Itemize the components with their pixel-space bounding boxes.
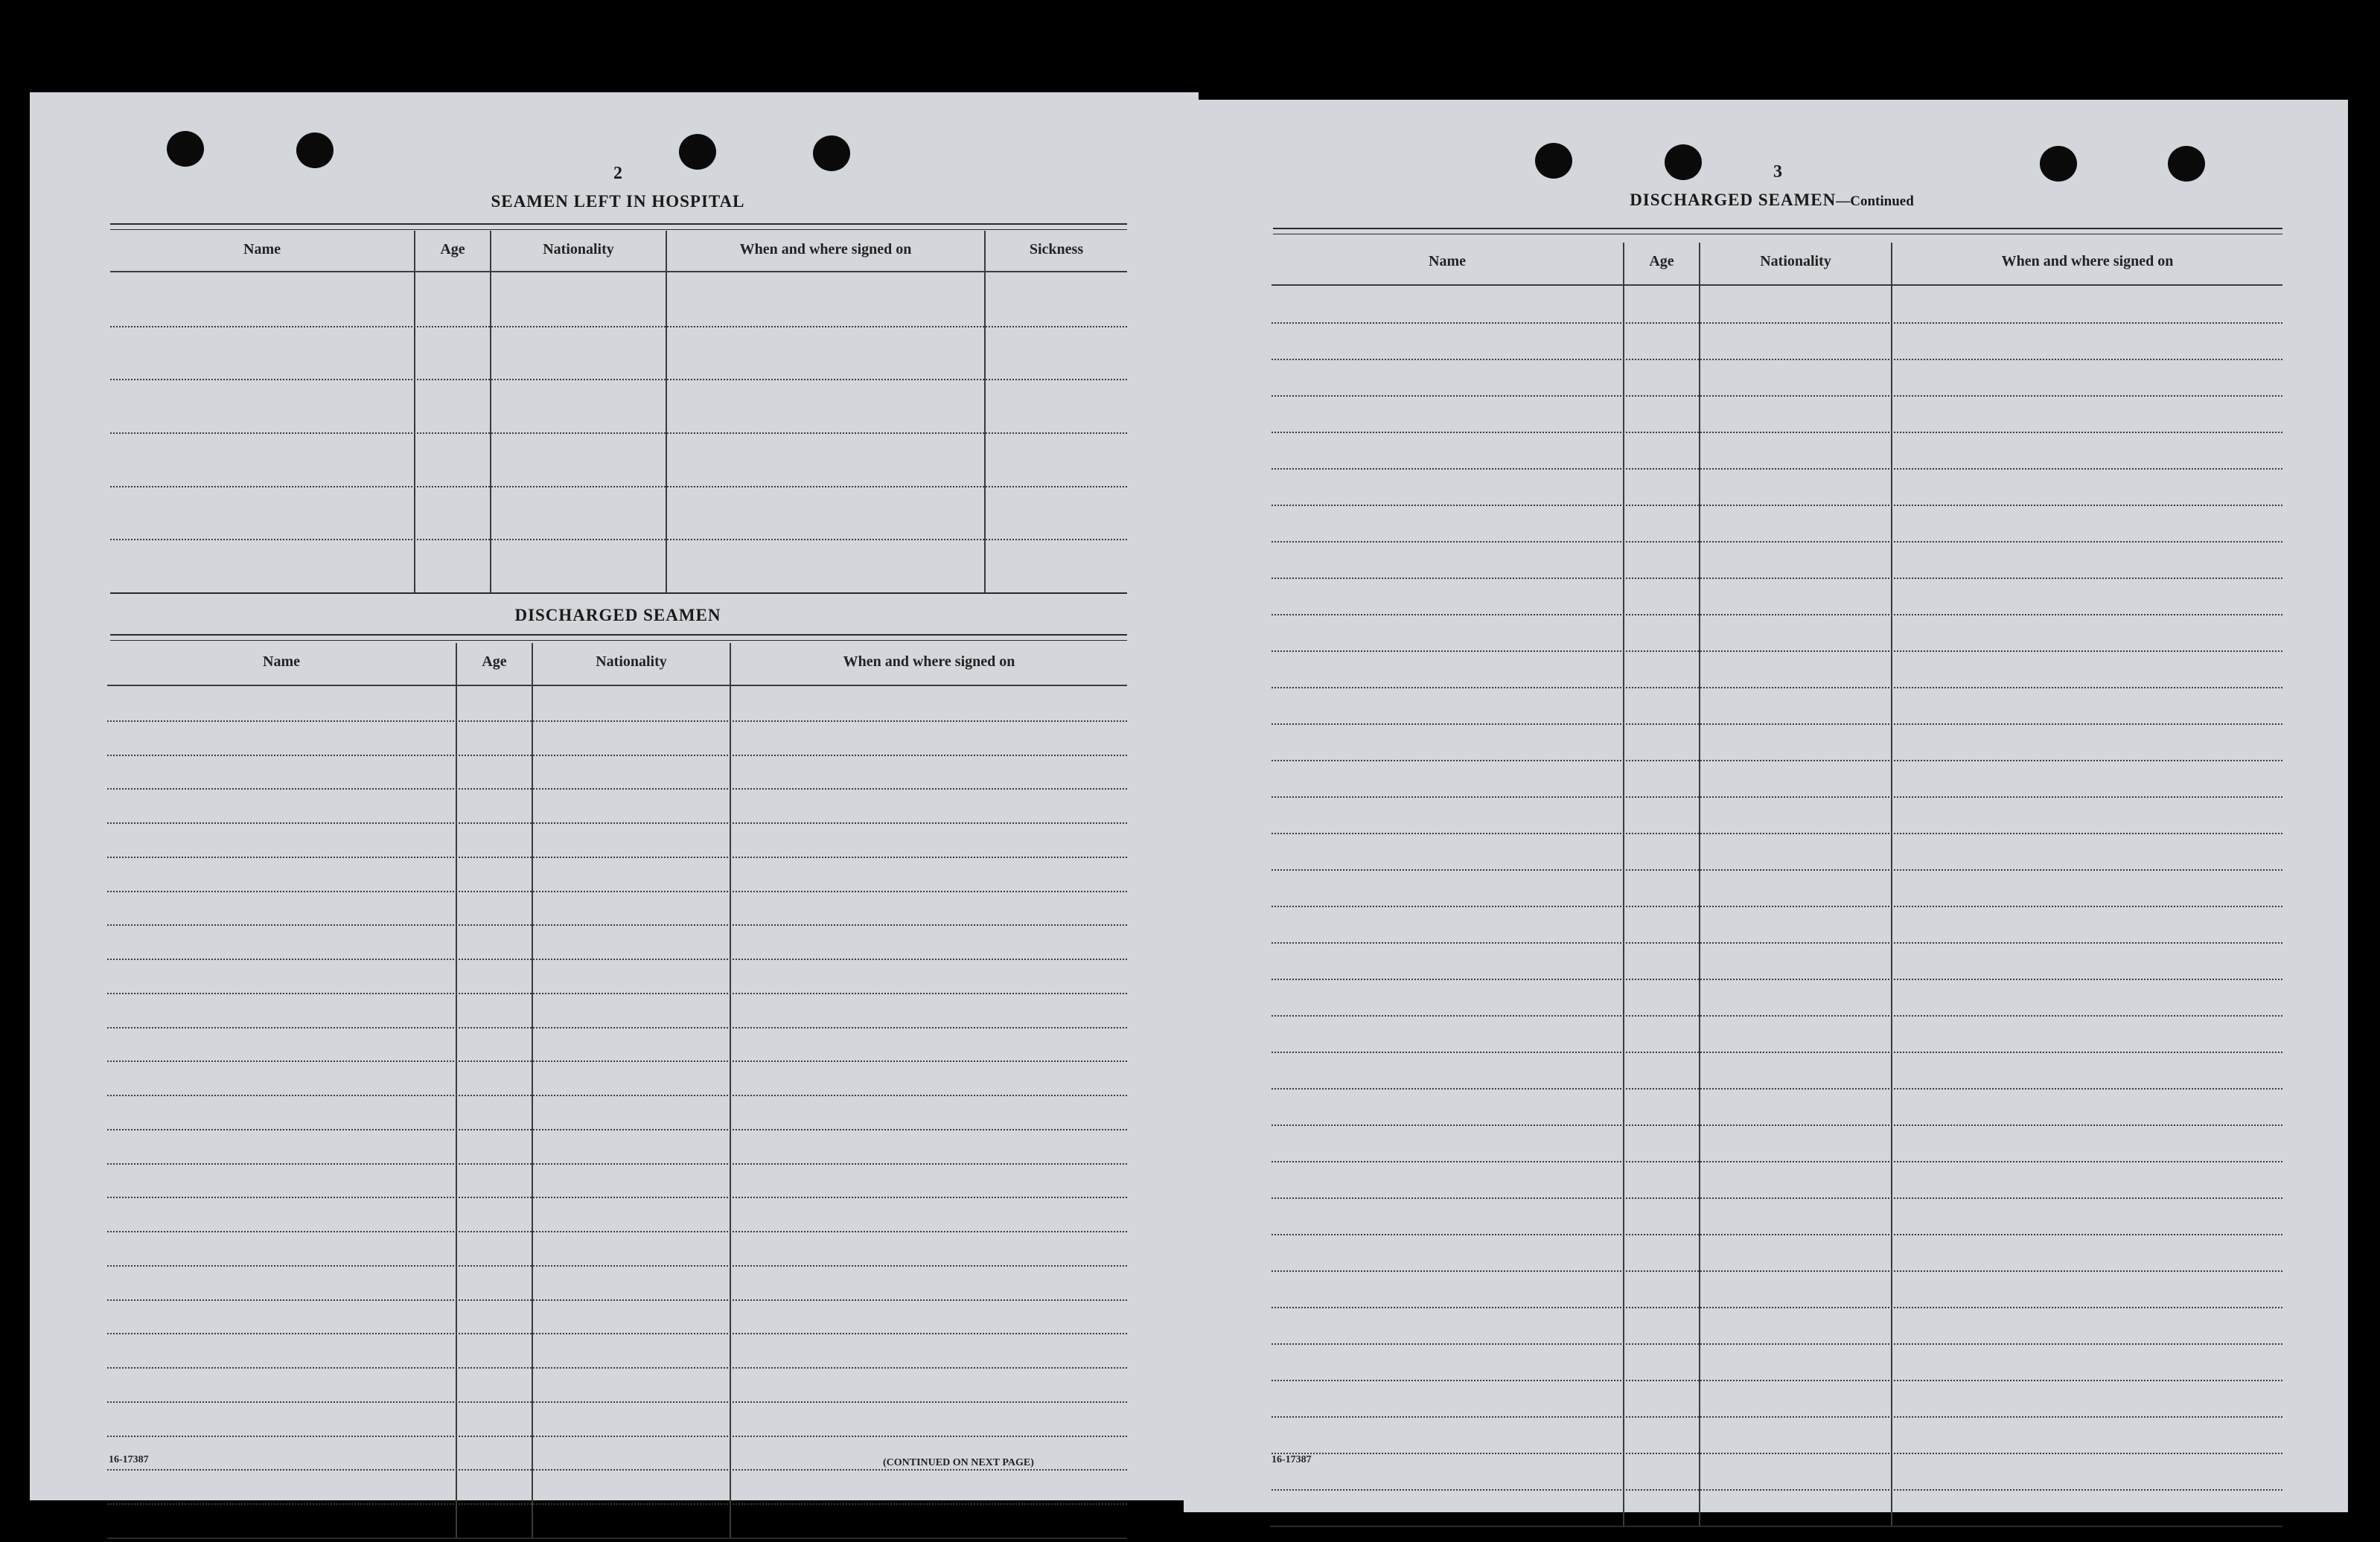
column-header-when-where: When and where signed on bbox=[2001, 253, 2174, 269]
column-header-when-where: When and where signed on bbox=[739, 241, 912, 257]
title-rule bbox=[110, 634, 1127, 641]
discharged-section-title: DISCHARGED SEAMEN bbox=[514, 606, 721, 624]
continued-note: (CONTINUED ON NEXT PAGE) bbox=[883, 1457, 1034, 1468]
header-rule bbox=[110, 271, 1127, 272]
table-row-rule bbox=[107, 788, 1127, 790]
table-row-rule bbox=[107, 1197, 1127, 1198]
bottom-rule bbox=[107, 1538, 1127, 1539]
table-row-rule bbox=[107, 1503, 1127, 1505]
table-row-rule bbox=[1272, 432, 2282, 433]
table-row-rule bbox=[1272, 869, 2282, 871]
table-row-rule bbox=[107, 1401, 1127, 1403]
header-rule bbox=[1272, 284, 2282, 286]
table-row-rule bbox=[107, 1060, 1127, 1062]
hospital-section-title: SEAMEN LEFT IN HOSPITAL bbox=[491, 192, 745, 211]
table-row-rule bbox=[1272, 796, 2282, 798]
table-row-rule bbox=[1272, 1489, 2282, 1491]
table-row-rule bbox=[107, 1367, 1127, 1369]
column-header-name: Name bbox=[263, 653, 300, 670]
table-row-rule bbox=[1272, 1270, 2282, 1272]
column-header-nationality: Nationality bbox=[596, 653, 667, 670]
table-row-rule bbox=[1272, 1088, 2282, 1090]
table-row-rule bbox=[1272, 614, 2282, 615]
table-row-rule bbox=[110, 539, 1127, 540]
table-row-rule bbox=[1272, 1380, 2282, 1381]
column-header-nationality: Nationality bbox=[1760, 253, 1831, 269]
table-row-rule bbox=[1272, 723, 2282, 725]
table-row-rule bbox=[1272, 979, 2282, 980]
table-row-rule bbox=[107, 755, 1127, 756]
table-row-rule bbox=[1272, 906, 2282, 907]
table-row-rule bbox=[107, 822, 1127, 824]
hospital-table bbox=[110, 231, 1127, 592]
table-row-rule bbox=[107, 1095, 1127, 1096]
table-row-rule bbox=[1272, 1124, 2282, 1126]
table-row-rule bbox=[110, 326, 1127, 327]
table-row-rule bbox=[1272, 359, 2282, 360]
binder-hole-icon bbox=[167, 131, 204, 167]
right-page bbox=[1184, 100, 2348, 1512]
table-row-rule bbox=[1272, 1197, 2282, 1199]
left-page bbox=[30, 92, 1199, 1500]
table-row-rule bbox=[1272, 1015, 2282, 1017]
column-header-age: Age bbox=[482, 653, 507, 670]
table-row-rule bbox=[107, 1469, 1127, 1471]
table-row-rule bbox=[1272, 1453, 2282, 1454]
column-header-when-where: When and where signed on bbox=[843, 653, 1015, 670]
table-row-rule bbox=[1272, 505, 2282, 506]
table-row-rule bbox=[1272, 395, 2282, 397]
binder-hole-icon bbox=[679, 134, 716, 170]
column-header-age: Age bbox=[440, 241, 465, 257]
table-row-rule bbox=[1272, 687, 2282, 688]
table-row-rule bbox=[1272, 322, 2282, 324]
table-row-rule bbox=[107, 924, 1127, 926]
binder-hole-icon bbox=[813, 135, 850, 171]
column-header-name: Name bbox=[243, 241, 281, 257]
column-divider bbox=[1699, 243, 1700, 1526]
section-rule bbox=[110, 592, 1127, 594]
table-row-rule bbox=[1272, 833, 2282, 834]
table-row-rule bbox=[107, 993, 1127, 994]
title-rule bbox=[1273, 228, 2282, 234]
table-row-rule bbox=[1272, 942, 2282, 944]
table-row-rule bbox=[110, 432, 1127, 434]
discharged-continued-table bbox=[1272, 243, 2282, 1526]
table-row-rule bbox=[1272, 760, 2282, 761]
table-row-rule bbox=[1272, 1052, 2282, 1053]
binder-hole-icon bbox=[2040, 146, 2077, 182]
column-divider bbox=[1891, 243, 1892, 1526]
discharged-continued-title bbox=[1481, 191, 2062, 210]
table-row-rule bbox=[107, 1129, 1127, 1130]
binder-hole-icon bbox=[2168, 146, 2205, 182]
table-row-rule bbox=[1272, 1343, 2282, 1345]
table-row-rule bbox=[1272, 541, 2282, 543]
form-number: 16-17387 bbox=[109, 1454, 149, 1465]
table-row-rule bbox=[107, 1436, 1127, 1437]
table-row-rule bbox=[107, 857, 1127, 858]
page-number: 2 bbox=[613, 164, 622, 183]
table-row-rule bbox=[107, 1027, 1127, 1028]
column-header-nationality: Nationality bbox=[543, 241, 614, 257]
form-number: 16-17387 bbox=[1272, 1454, 1312, 1465]
binder-hole-icon bbox=[1665, 144, 1702, 180]
table-row-rule bbox=[107, 891, 1127, 892]
table-row-rule bbox=[110, 486, 1127, 487]
table-row-rule bbox=[1272, 578, 2282, 579]
title-rule bbox=[110, 223, 1127, 230]
binder-hole-icon bbox=[1535, 143, 1572, 179]
table-row-rule bbox=[1272, 650, 2282, 652]
table-row-rule bbox=[107, 959, 1127, 960]
table-row-rule bbox=[107, 1163, 1127, 1165]
continued-suffix: —Continued bbox=[1836, 193, 1914, 209]
table-row-rule bbox=[1272, 1161, 2282, 1162]
binder-hole-icon bbox=[296, 132, 334, 168]
table-row-rule bbox=[107, 1333, 1127, 1334]
column-header-sickness: Sickness bbox=[1029, 241, 1084, 257]
page-number: 3 bbox=[1773, 162, 1782, 182]
column-header-name: Name bbox=[1429, 253, 1466, 269]
column-header-age: Age bbox=[1649, 253, 1674, 269]
bottom-rule bbox=[1270, 1526, 2282, 1527]
column-divider bbox=[730, 643, 731, 1538]
table-row-rule bbox=[107, 1231, 1127, 1232]
discharged-table bbox=[107, 643, 1127, 1538]
table-row-rule bbox=[1272, 468, 2282, 470]
table-row-rule bbox=[107, 1265, 1127, 1267]
header-rule bbox=[107, 685, 1127, 686]
table-row-rule bbox=[107, 720, 1127, 722]
section-title-text: DISCHARGED SEAMEN bbox=[1630, 191, 1837, 209]
column-divider bbox=[456, 643, 457, 1538]
table-row-rule bbox=[1272, 1416, 2282, 1418]
table-row-rule bbox=[107, 1299, 1127, 1301]
table-row-rule bbox=[1272, 1234, 2282, 1235]
table-row-rule bbox=[110, 379, 1127, 380]
table-row-rule bbox=[1272, 1307, 2282, 1308]
column-divider bbox=[532, 643, 533, 1538]
column-divider bbox=[1623, 243, 1624, 1526]
